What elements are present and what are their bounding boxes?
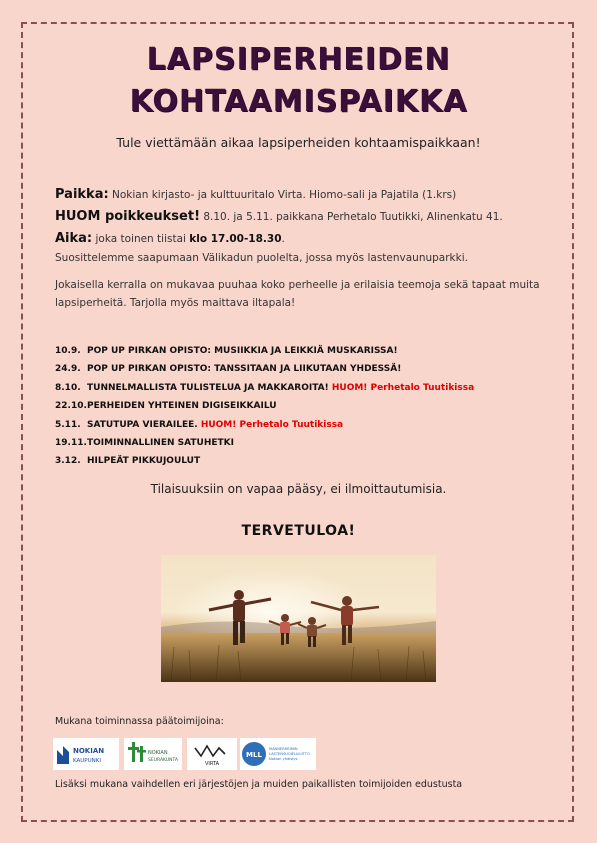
welcome-heading: TERVETULOA! [241, 523, 356, 539]
place-text: Nokian kirjasto- ja kulttuuritalo Virta. Hiomo-sali ja Pajatila (1.krs) [108, 189, 457, 201]
exceptions-text: 8.10. ja 5.11. paikkana Perhetalo Tuutikki, Alinenkatu 41. [200, 211, 503, 223]
schedule-note: HUOM! Perhetalo Tuutikissa [200, 419, 344, 430]
time-label: Aika: [55, 231, 93, 246]
schedule-row [55, 438, 555, 456]
virta-logo-text: VIRTA [204, 761, 220, 767]
footer-note: Lisäksi mukana vaihdellen eri järjestöjen ja muiden paikallisten toimijoiden edustusta [55, 779, 463, 790]
nokia-city-logo-text2: KAUPUNKI [73, 758, 101, 764]
schedule-date: 8.10. [55, 382, 81, 393]
mll-logo-text1: MANNERHEIMIN [269, 747, 298, 751]
time-dot: . [281, 233, 285, 245]
place-line [55, 187, 555, 202]
schedule-row [55, 383, 555, 401]
schedule-date: 19.11. [55, 437, 87, 448]
mll-logo [240, 738, 316, 770]
time-hours: klo 17.00-18.30 [189, 233, 282, 245]
schedule-row [55, 420, 555, 438]
schedule-list [55, 346, 555, 475]
place-label: Paikka: [55, 187, 109, 202]
time-line [55, 231, 555, 246]
subtitle: Tule viettämään aikaa lapsiperheiden kohtaamispaikkaan! [116, 135, 481, 150]
nokia-parish-logo-text1: NOKIAN [148, 750, 168, 756]
title-line-1: LAPSIPERHEIDEN [146, 42, 451, 77]
exceptions-label: HUOM poikkeukset! [55, 209, 200, 224]
mll-logo-text3: Nokian yhdistys [269, 757, 298, 761]
schedule-row [55, 456, 555, 474]
schedule-event: PERHEIDEN YHTEINEN DIGISEIKKAILU [87, 401, 277, 412]
schedule-event: POP UP PIRKAN OPISTO: TANSSITAAN JA LIIKUTAAN YHDESSÄ! [87, 364, 402, 375]
schedule-event: TUNNELMALLISTA TULISTELUA JA MAKKAROITA! [87, 382, 332, 393]
mll-logo-badge: MLL [246, 751, 262, 759]
free-entry-note: Tilaisuuksiin on vapaa pääsy, ei ilmoittautumisia. [150, 482, 447, 496]
virta-logo [187, 738, 237, 770]
schedule-row [55, 346, 555, 364]
mll-logo-text2: LASTENSUOJELULIITTO [269, 752, 310, 756]
schedule-event: SATUTUPA VIERAILEE. [87, 419, 201, 430]
organizers-label: Mukana toiminnassa päätoimijoina: [55, 716, 224, 727]
schedule-note: HUOM! Perhetalo Tuutikissa [331, 382, 475, 393]
schedule-date: 10.9. [55, 346, 81, 356]
schedule-row [55, 364, 555, 382]
nokia-parish-logo-text2: SEURAKUNTA [148, 758, 178, 763]
schedule-date: 3.12. [55, 456, 81, 467]
parking-note: Suosittelemme saapumaan Välikadun puolelta, jossa myös lastenvaunuparkki. [55, 252, 468, 264]
description: Jokaisella kerralla on mukavaa puuhaa koko perheelle ja erilaisia teemoja sekä tapaat muita lapsiperheitä. Tarjolla myös maittava iltapala! [55, 279, 540, 309]
schedule-event: TOIMINNALLINEN SATUHETKI [87, 437, 234, 448]
nokia-city-logo-text1: NOKIAN [73, 747, 105, 755]
schedule-date: 24.9. [55, 364, 81, 375]
schedule-date: 5.11. [55, 419, 81, 430]
time-text: joka toinen tiistai [92, 233, 190, 245]
schedule-event: POP UP PIRKAN OPISTO: MUSIIKKIA JA LEIKKIÄ MUSKARISSA! [87, 346, 398, 356]
schedule-event: HILPEÄT PIKKUJOULUT [87, 456, 201, 467]
schedule-row [55, 401, 555, 419]
family-photo [161, 555, 436, 682]
schedule-date: 22.10. [55, 401, 87, 412]
nokia-city-logo [53, 738, 119, 770]
title-line-2: KOHTAAMISPAIKKA [129, 84, 468, 119]
exceptions-line [55, 209, 555, 224]
nokia-parish-logo [124, 738, 182, 770]
